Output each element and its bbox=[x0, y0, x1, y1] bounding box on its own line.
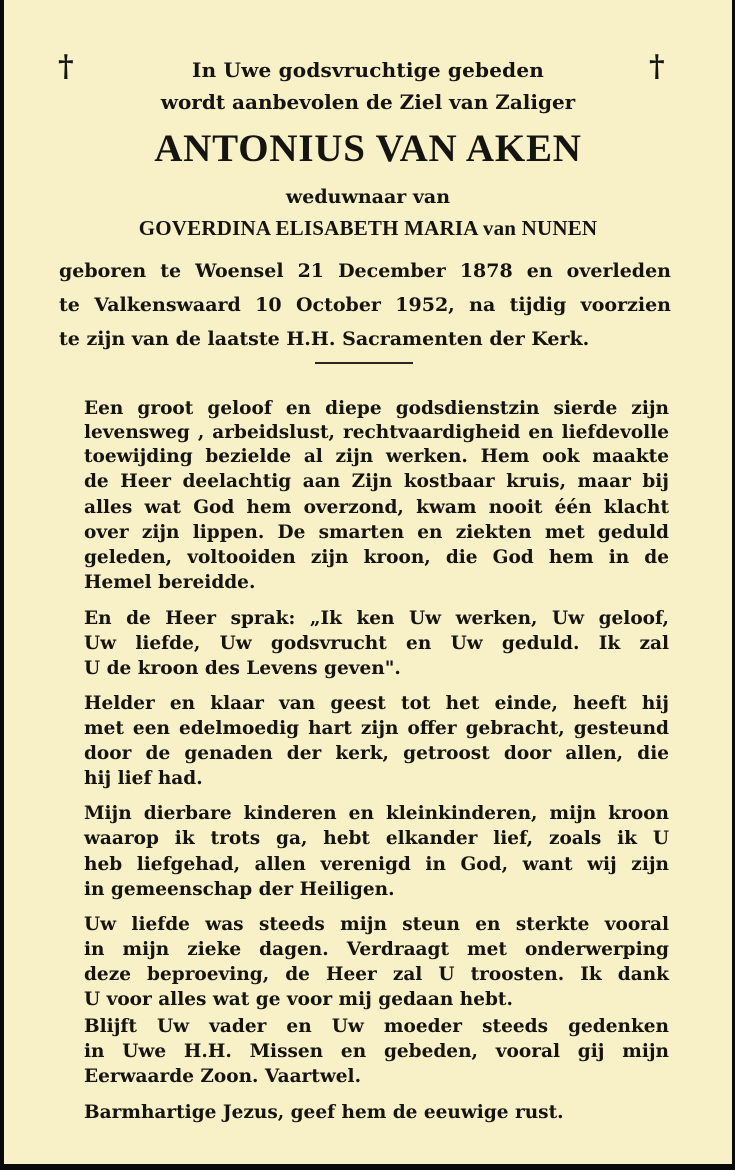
paragraph-line: waarop ik trots ga, hebt elkander lief, zoals ik U bbox=[84, 828, 669, 849]
paragraph-line: levensweg , arbeidslust, rechtvaardigheid en liefdevolle bbox=[84, 422, 669, 443]
paragraph-line: U voor alles wat ge voor mij gedaan hebt. bbox=[84, 989, 513, 1010]
paragraph-line: heb liefgehad, allen verenigd in God, want wij zijn bbox=[84, 854, 669, 875]
widower-of-label: weduwnaar van bbox=[285, 186, 451, 208]
intro-line-2: wordt aanbevolen de Ziel van Zaliger bbox=[160, 90, 576, 114]
paragraph-line: alles wat God hem overzond, kwam nooit één klacht bbox=[84, 497, 669, 518]
paragraph-line: in gemeenschap der Heiligen. bbox=[84, 879, 395, 900]
cross-left-icon: † bbox=[58, 49, 74, 84]
deceased-name: ANTONIUS VAN AKEN bbox=[154, 127, 582, 170]
paragraph-line: deze beproeving, de Heer zal U troosten. Ik dank bbox=[84, 964, 669, 985]
paragraph-line: En de Heer sprak: „Ik ken Uw werken, Uw geloof, bbox=[84, 608, 669, 629]
biography-line: te zijn van de laatste H.H. Sacramenten der Kerk. bbox=[59, 328, 590, 350]
paragraph-line: Mijn dierbare kinderen en kleinkinderen, mijn kroon bbox=[84, 803, 669, 824]
memorial-card bbox=[4, 0, 732, 1164]
paragraph-line: de Heer deelachtig aan Zijn kostbaar kruis, maar bij bbox=[84, 471, 669, 492]
paragraph-line: geleden, voltooiden zijn kroon, die God hem in de bbox=[84, 547, 669, 568]
paragraph-line: in mijn zieke dagen. Verdraagt met onderwerping bbox=[84, 939, 669, 960]
cross-right-icon: † bbox=[649, 49, 665, 84]
biography-line: geboren te Woensel 21 December 1878 en overleden bbox=[59, 260, 671, 282]
divider-rule bbox=[315, 362, 413, 364]
paragraph-line: Helder en klaar van geest tot het einde, heeft hij bbox=[84, 693, 669, 714]
paragraph-line: met een edelmoedig hart zijn offer gebracht, gesteund bbox=[84, 718, 669, 739]
paragraph-line: U de kroon des Levens geven". bbox=[84, 658, 401, 679]
paragraph-line: door de genaden der kerk, getroost door allen, die bbox=[84, 743, 669, 764]
paragraph-line: Eerwaarde Zoon. Vaartwel. bbox=[84, 1066, 362, 1087]
closing-prayer: Barmhartige Jezus, geef hem de eeuwige rust. bbox=[84, 1102, 564, 1123]
biography-line: te Valkenswaard 10 October 1952, na tijdig voorzien bbox=[59, 294, 671, 316]
spouse-name: GOVERDINA ELISABETH MARIA van NUNEN bbox=[138, 216, 598, 240]
paragraph-line: over zijn lippen. De smarten en ziekten met geduld bbox=[84, 522, 669, 543]
intro-line-1: In Uwe godsvruchtige gebeden bbox=[192, 58, 544, 82]
paragraph-line: in Uwe H.H. Missen en gebeden, vooral gij mijn bbox=[84, 1041, 669, 1062]
paragraph-line: Uw liefde was steeds mijn steun en sterkte vooral bbox=[84, 914, 669, 935]
paragraph-line: Blijft Uw vader en Uw moeder steeds gedenken bbox=[84, 1016, 669, 1037]
paragraph-line: Een groot geloof en diepe godsdienstzin sierde zijn bbox=[84, 398, 669, 419]
paragraph-line: Hemel bereidde. bbox=[84, 572, 256, 593]
paragraph-line: toewijding bezielde al zijn werken. Hem ook maakte bbox=[84, 446, 669, 467]
paragraph-line: hij lief had. bbox=[84, 768, 203, 789]
paragraph-line: Uw liefde, Uw godsvrucht en Uw geduld. Ik zal bbox=[84, 633, 669, 654]
